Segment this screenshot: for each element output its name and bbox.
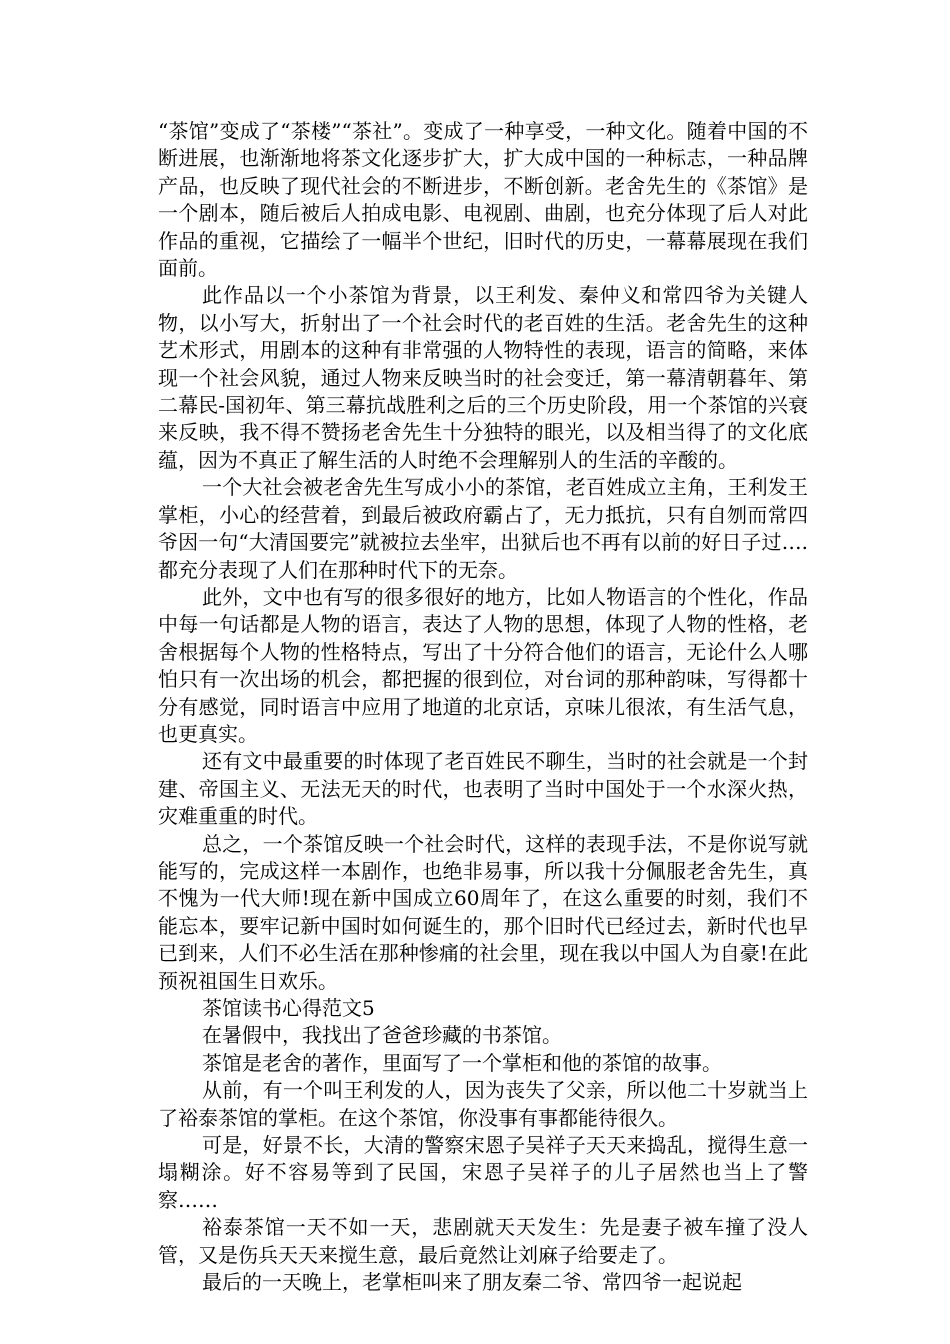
paragraph-6: 总之，一个茶馆反映一个社会时代，这样的表现手法，不是你说写就能写的，完成这样一本剧作，也绝非易事，所以我十分佩服老舍先生，真不愧为一代大师!现在新中国成立60周年了，在这么重要的时刻，我们不能忘本，要牢记新中国时如何诞生的，那个旧时代已经过去，新时代也早已到来，人们不必生活在那种惨痛的社会里，现在我以中国人为自豪!在此预祝祖国生日欢乐。 xyxy=(158,831,808,993)
paragraph-4: 此外，文中也有写的很多很好的地方，比如人物语言的个性化，作品中每一句话都是人物的语言，表达了人物的思想，体现了人物的性格，老舍根据每个人物的性格特点，写出了十分符合他们的语言，无论什么人哪怕只有一次出场的机会，都把握的很到位，对台词的那种韵味，写得都十分有感觉，同时语言中应用了地道的北京话，京味儿很浓，有生活气息，也更真实。 xyxy=(158,584,808,746)
paragraph-12: 最后的一天晚上，老掌柜叫来了朋友秦二爷、常四爷一起说起 xyxy=(202,1270,742,1295)
document-body xyxy=(158,118,808,1296)
paragraph-9: 从前，有一个叫王利发的人，因为丧失了父亲，所以他二十岁就当上了裕泰茶馆的掌柜。在这个茶馆，你没事有事都能待很久。 xyxy=(158,1078,808,1130)
paragraph-10: 可是，好景不长，大清的警察宋恩子吴祥子天天来捣乱，搅得生意一塌糊涂。好不容易等到了民国，宋恩子吴祥子的儿子居然也当上了警察…… xyxy=(158,1133,808,1212)
section-heading: 茶馆读书心得范文5 xyxy=(202,996,375,1020)
paragraph-2: 此作品以一个小茶馆为背景，以王利发、秦仲义和常四爷为关键人物，以小写大，折射出了一个社会时代的老百姓的生活。老舍先生的这种艺术形式，用剧本的这种有非常强的人物特性的表现，语言的简略，来体现一个社会风貌，通过人物来反映当时的社会变迁，第一幕清朝暮年、第二幕民-国初年、第三幕抗战胜利之后的三个历史阶段，用一个茶馆的兴衰来反映，我不得不赞扬老舍先生十分独特的眼光，以及相当得了的文化底蕴，因为不真正了解生活的人时绝不会理解别人的生活的辛酸的。 xyxy=(158,283,808,472)
paragraph-8: 茶馆是老舍的著作，里面写了一个掌柜和他的茶馆的故事。 xyxy=(202,1050,722,1075)
paragraph-3: 一个大社会被老舍先生写成小小的茶馆，老百姓成立主角，王利发王掌柜，小心的经营着，到最后被政府霸占了，无力抵抗，只有自刎而常四爷因一句“大清国要完”就被拉去坐牢，出狱后也不再有以前的好日子过….都充分表现了人们在那种时代下的无奈。 xyxy=(158,475,808,582)
paragraph-11: 裕泰茶馆一天不如一天，悲剧就天天发生：先是妻子被车撞了没人管，又是伤兵天天来搅生意，最后竟然让刘麻子给要走了。 xyxy=(158,1215,808,1267)
paragraph-7: 在暑假中，我找出了爸爸珍藏的书茶馆。 xyxy=(202,1023,562,1048)
paragraph-5: 还有文中最重要的时体现了老百姓民不聊生，当时的社会就是一个封建、帝国主义、无法无天的时代，也表明了当时中国处于一个水深火热，灾难重重的时代。 xyxy=(158,749,808,829)
paragraph-1: “茶馆”变成了“茶楼”“茶社”。变成了一种享受，一种文化。随着中国的不断进展，也渐渐地将茶文化逐步扩大，扩大成中国的一种标志，一种品牌产品，也反映了现代社会的不断进步，不断创新。老舍先生的《茶馆》是一个剧本，随后被后人拍成电影、电视剧、曲剧，也充分体现了后人对此作品的重视，它描绘了一幅半个世纪，旧时代的历史，一幕幕展现在我们面前。 xyxy=(158,119,808,281)
